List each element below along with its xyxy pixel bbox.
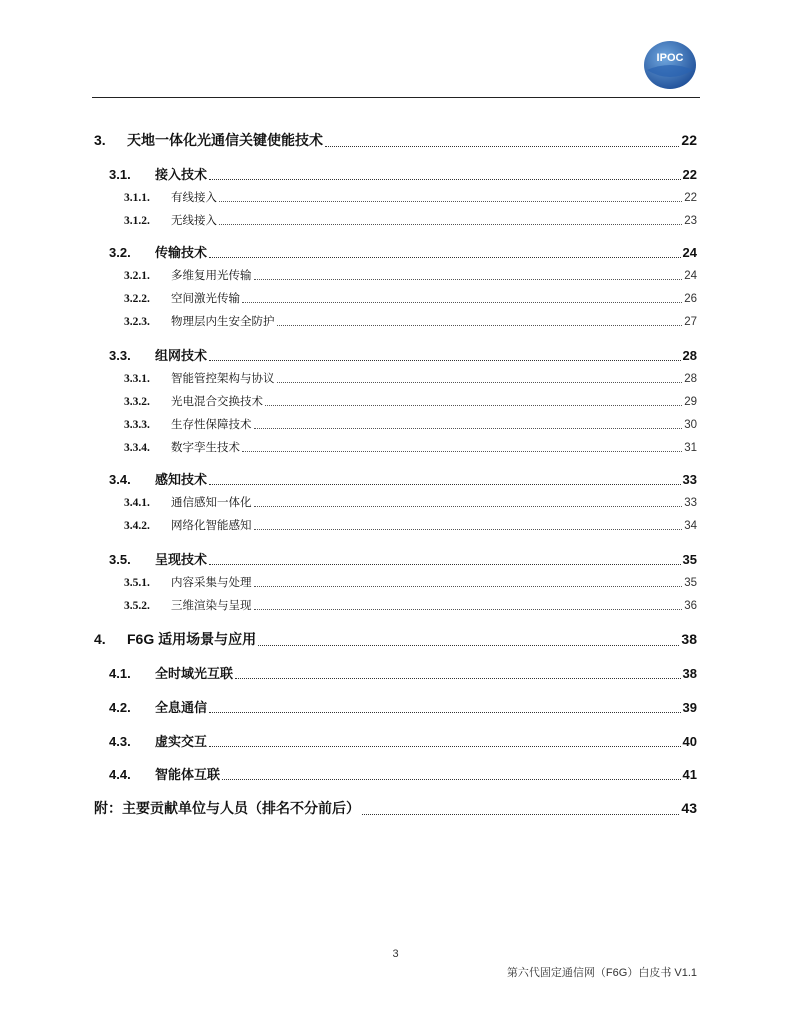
toc-entry-page: 24 xyxy=(684,270,697,282)
toc-entry-title: 附：主要贡献单位与人员（排名不分前后） xyxy=(94,800,360,816)
toc-entry-page: 40 xyxy=(682,734,697,749)
toc-leader-dots xyxy=(209,360,681,361)
toc-entry-page: 36 xyxy=(684,600,697,612)
toc-entry[interactable] xyxy=(124,267,697,283)
toc-entry-title: 组网技术 xyxy=(155,348,208,363)
toc-entry-number: 3.5. xyxy=(109,552,131,567)
toc-entry-number: 3.1. xyxy=(109,167,131,182)
toc-leader-dots xyxy=(254,506,683,507)
toc-leader-dots xyxy=(209,179,681,180)
toc-entry[interactable] xyxy=(124,212,697,228)
toc-entry[interactable] xyxy=(109,469,697,488)
toc-entry[interactable] xyxy=(94,629,697,649)
toc-leader-dots xyxy=(277,382,683,383)
toc-entry-page: 41 xyxy=(682,767,697,782)
toc-entry[interactable] xyxy=(124,416,697,432)
toc-entry[interactable] xyxy=(94,798,697,818)
toc-entry-page: 38 xyxy=(682,666,697,681)
toc-entry-page: 22 xyxy=(681,132,697,148)
toc-entry-page: 28 xyxy=(682,348,697,363)
toc-entry-title: 内容采集与处理 xyxy=(171,577,252,589)
toc-entry[interactable] xyxy=(124,189,697,205)
toc-entry-page: 38 xyxy=(681,631,697,647)
toc-entry-title: 接入技术 xyxy=(155,167,208,182)
toc-entry-page: 43 xyxy=(681,800,697,816)
toc-entry-title: 三维渲染与呈现 xyxy=(171,600,252,612)
svg-text:IPOC: IPOC xyxy=(656,52,684,64)
toc-entry[interactable] xyxy=(124,370,697,386)
toc-leader-dots xyxy=(325,146,679,147)
toc-entry-title: 呈现技术 xyxy=(155,552,208,567)
toc-entry[interactable] xyxy=(124,290,697,306)
toc-entry-title: F6G 适用场景与应用 xyxy=(127,631,257,647)
toc-entry-page: 28 xyxy=(684,373,697,385)
toc-entry-title: 天地一体化光通信关键使能技术 xyxy=(127,132,323,148)
toc-leader-dots xyxy=(242,302,682,303)
toc-entry-title: 无线接入 xyxy=(171,215,217,227)
toc-entry-number: 3.5.2. xyxy=(124,600,150,612)
toc-entry[interactable] xyxy=(94,130,697,150)
toc-entry[interactable] xyxy=(109,663,697,682)
page-number: 3 xyxy=(392,948,399,960)
toc-leader-dots xyxy=(277,325,683,326)
toc-entry[interactable] xyxy=(109,731,697,750)
toc-entry-number: 3.1.1. xyxy=(124,192,150,204)
toc-entry-number: 3.4.2. xyxy=(124,520,150,532)
toc-entry-number: 4.3. xyxy=(109,734,131,749)
toc-entry-page: 29 xyxy=(684,396,697,408)
toc-entry-number: 3.2.3. xyxy=(124,316,150,328)
toc-entry-number: 3.3.3. xyxy=(124,419,150,431)
toc-entry-page: 30 xyxy=(684,419,697,431)
toc-entry-page: 23 xyxy=(684,215,697,227)
toc-entry-page: 33 xyxy=(682,472,697,487)
toc-entry-title: 智能体互联 xyxy=(155,767,221,782)
toc-entry-title: 全时域光互联 xyxy=(155,666,234,681)
toc-entry-number: 3.3.4. xyxy=(124,442,150,454)
toc-leader-dots xyxy=(235,678,681,679)
toc-leader-dots xyxy=(222,779,681,780)
toc-entry[interactable] xyxy=(124,517,697,533)
toc-entry-title: 感知技术 xyxy=(155,472,208,487)
toc-entry-number: 3.4. xyxy=(109,472,131,487)
toc-entry[interactable] xyxy=(109,697,697,716)
toc-leader-dots xyxy=(209,257,681,258)
toc-entry[interactable] xyxy=(109,242,697,261)
toc-leader-dots xyxy=(254,529,683,530)
toc-entry-title: 智能管控架构与协议 xyxy=(171,373,275,385)
toc-entry-number: 3.5.1. xyxy=(124,577,150,589)
toc-entry-page: 35 xyxy=(682,552,697,567)
toc-leader-dots xyxy=(362,814,679,815)
document-title: 第六代固定通信网（F6G）白皮书 V1.1 xyxy=(506,967,697,979)
toc-entry-title: 数字孪生技术 xyxy=(171,442,240,454)
toc-entry-number: 3.2.1. xyxy=(124,270,150,282)
toc-entry-title: 网络化智能感知 xyxy=(171,520,252,532)
toc-entry-page: 27 xyxy=(684,316,697,328)
toc-entry[interactable] xyxy=(124,393,697,409)
toc-entry[interactable] xyxy=(124,597,697,613)
toc-entry-title: 虚实交互 xyxy=(155,734,208,749)
toc-entry-number: 3.3.1. xyxy=(124,373,150,385)
toc-leader-dots xyxy=(265,405,682,406)
toc-entry[interactable] xyxy=(109,549,697,568)
toc-entry-page: 34 xyxy=(684,520,697,532)
toc-entry-number: 3.4.1. xyxy=(124,497,150,509)
toc-leader-dots xyxy=(258,645,679,646)
toc-entry-title: 多维复用光传输 xyxy=(171,270,252,282)
toc-entry-number: 3.3.2. xyxy=(124,396,150,408)
toc-leader-dots xyxy=(254,428,683,429)
toc-leader-dots xyxy=(209,564,681,565)
toc-entry-page: 26 xyxy=(684,293,697,305)
toc-entry-number: 3.2. xyxy=(109,245,131,260)
toc-entry-title: 生存性保障技术 xyxy=(171,419,252,431)
toc-entry-title: 传输技术 xyxy=(155,245,208,260)
toc-entry-page: 39 xyxy=(682,700,697,715)
toc-leader-dots xyxy=(254,586,683,587)
toc-leader-dots xyxy=(219,201,682,202)
toc-entry-number: 3.3. xyxy=(109,348,131,363)
toc-entry-page: 31 xyxy=(684,442,697,454)
toc-entry-number: 4.4. xyxy=(109,767,131,782)
toc-entry[interactable] xyxy=(124,439,697,455)
toc-leader-dots xyxy=(209,712,681,713)
toc-entry[interactable] xyxy=(109,164,697,183)
toc-entry-page: 22 xyxy=(684,192,697,204)
toc-entry-page: 35 xyxy=(684,577,697,589)
toc-entry-number: 4.2. xyxy=(109,700,131,715)
toc-entry-number: 4. xyxy=(94,631,106,647)
toc-entry-title: 有线接入 xyxy=(171,192,217,204)
toc-leader-dots xyxy=(242,451,682,452)
toc-entry-title: 物理层内生安全防护 xyxy=(171,316,275,328)
toc-entry[interactable] xyxy=(124,313,697,329)
toc-entry-number: 4.1. xyxy=(109,666,131,681)
toc-entry-number: 3. xyxy=(94,132,106,148)
toc-entry-page: 33 xyxy=(684,497,697,509)
toc-entry[interactable] xyxy=(124,494,697,510)
toc-entry-title: 通信感知一体化 xyxy=(171,497,252,509)
toc-entry-title: 光电混合交换技术 xyxy=(171,396,263,408)
toc-entry[interactable] xyxy=(124,574,697,590)
toc-leader-dots xyxy=(209,746,681,747)
toc-entry-page: 22 xyxy=(682,167,697,182)
toc-entry-page: 24 xyxy=(682,245,697,260)
toc-entry[interactable] xyxy=(109,764,697,783)
toc-entry-number: 3.2.2. xyxy=(124,293,150,305)
toc-leader-dots xyxy=(209,484,681,485)
toc-entry-title: 空间激光传输 xyxy=(171,293,240,305)
toc-entry[interactable] xyxy=(109,345,697,364)
toc-entry-title: 全息通信 xyxy=(155,700,208,715)
toc-leader-dots xyxy=(254,279,683,280)
toc-entry-number: 3.1.2. xyxy=(124,215,150,227)
toc-leader-dots xyxy=(219,224,682,225)
toc-leader-dots xyxy=(254,609,683,610)
